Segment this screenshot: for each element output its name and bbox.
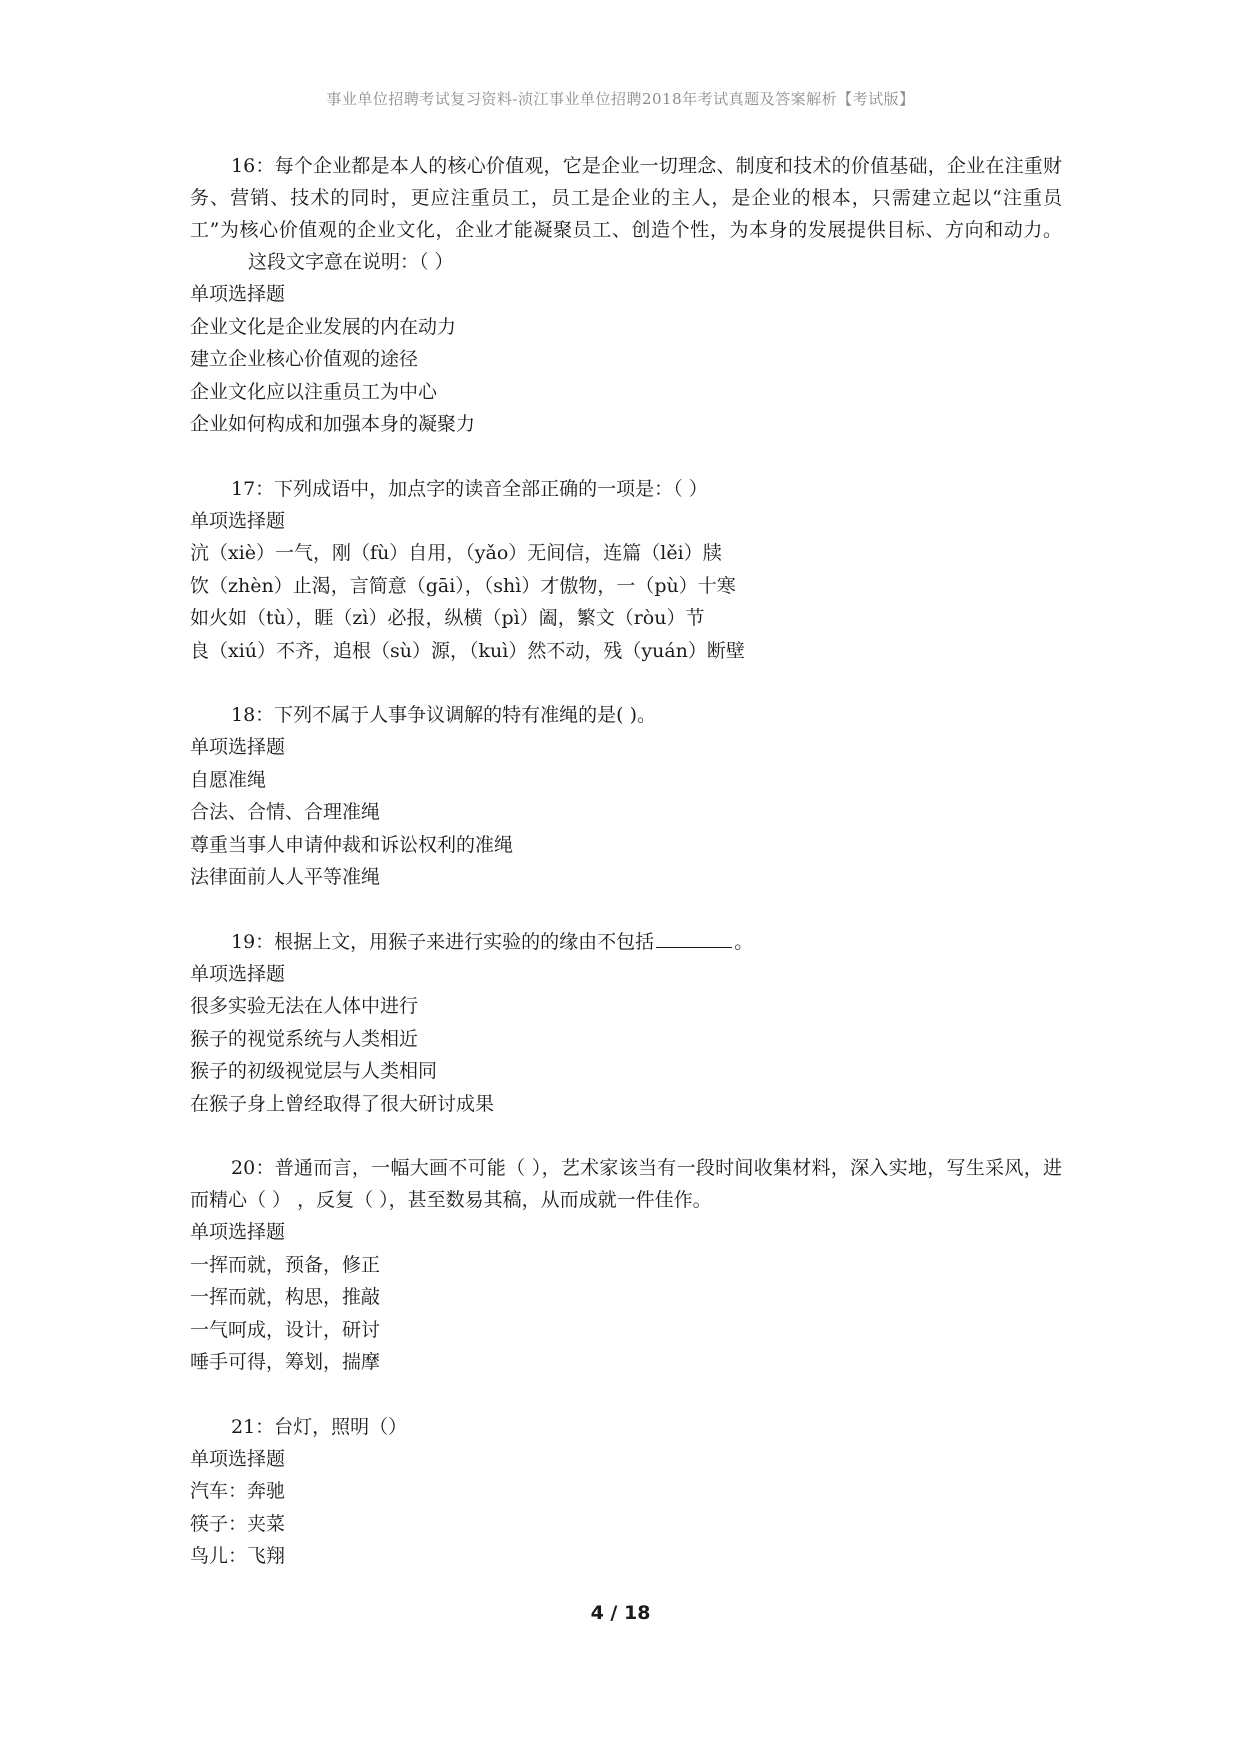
question-stem-text: 19：根据上文，用猴子来进行实验的的缘由不包括 <box>231 930 655 953</box>
question-type: 单项选择题 <box>190 509 286 532</box>
question-stem-end: 。 <box>734 930 754 953</box>
page-header: 事业单位招聘考试复习资料-浈江事业单位招聘2018年考试真题及答案解析【考试版】 <box>326 90 915 108</box>
question-type: 单项选择题 <box>190 1221 286 1243</box>
option-d: 企业如何构成和加强本身的凝聚力 <box>190 413 476 435</box>
option-d: 唾手可得，筹划，揣摩 <box>190 1351 381 1373</box>
document-body <box>190 150 1062 1605</box>
option-d: 良（xiú）不齐，追根（sù）源，（kuì）然不动，残（yuán）断壁 <box>190 639 745 662</box>
option-c: 如火如（tù），睚（zì）必报，纵横（pì）阖，繁文（ròu）节 <box>190 607 705 629</box>
fill-blank <box>656 929 732 948</box>
option-b: 一挥而就，构思，推敲 <box>190 1286 381 1308</box>
question-type: 单项选择题 <box>190 736 286 758</box>
question-stem-text: 16：每个企业都是本人的核心价值观，它是企业一切理念、制度和技术的价值基础，企业在注重财务、营销、技术的同时，更应注重员工，员工是企业的主人，是企业的根本，只需建立起以“注重员工”为核心价值观的企业文化，企业才能凝聚员工、创造个性，为本身的发展提供目标、方向和动力。 <box>190 155 1062 241</box>
question-stem: 17：下列成语中，加点字的读音全部正确的一项是：（ ） <box>231 477 708 500</box>
option-d: 在猴子身上曾经取得了很大研讨成果 <box>190 1092 495 1115</box>
option-c: 鸟儿：飞翔 <box>190 1545 286 1567</box>
question-19 <box>190 926 1062 1121</box>
option-b: 合法、合情、合理准绳 <box>190 801 381 823</box>
option-b: 筷子：夹菜 <box>190 1512 286 1535</box>
option-d: 法律面前人人平等准绳 <box>190 866 381 888</box>
question-stem: 18：下列不属于人事争议调解的特有准绳的是( )。 <box>231 704 657 726</box>
option-a: 自愿准绳 <box>190 768 267 791</box>
option-c: 尊重当事人申请仲裁和诉讼权利的准绳 <box>190 833 514 856</box>
question-20 <box>190 1152 1062 1379</box>
option-a: 企业文化是企业发展的内在动力 <box>190 315 457 338</box>
option-a: 沆（xiè）一气，刚（fù）自用，（yǎo）无间信，连篇（lěi）牍 <box>190 542 722 564</box>
question-type: 单项选择题 <box>190 962 286 985</box>
option-a: 汽车：奔驰 <box>190 1480 286 1502</box>
question-stem: 20：普通而言，一幅大画不可能（ ），艺术家该当有一段时间收集材料，深入实地，写生采风，进而精心（ ） ，反复（ ），甚至数易其稿，从而成就一件佳作。 <box>190 1157 1062 1211</box>
option-a: 一挥而就，预备，修正 <box>190 1253 381 1276</box>
option-b: 猴子的视觉系统与人类相近 <box>190 1027 419 1050</box>
question-stem <box>190 150 1062 278</box>
question-21 <box>190 1411 1062 1573</box>
question-type: 单项选择题 <box>190 283 286 305</box>
question-17 <box>190 473 1062 668</box>
option-c: 企业文化应以注重员工为中心 <box>190 380 438 403</box>
question-stem: 21：台灯，照明（） <box>231 1415 408 1438</box>
question-16 <box>190 150 1062 441</box>
option-c: 猴子的初级视觉层与人类相同 <box>190 1060 438 1082</box>
question-prompt: 这段文字意在说明：（ ） <box>248 251 454 273</box>
page-indicator: 4 / 18 <box>590 1602 651 1624</box>
option-b: 建立企业核心价值观的途径 <box>190 348 419 370</box>
question-type: 单项选择题 <box>190 1447 286 1470</box>
question-18 <box>190 699 1062 894</box>
question-stem <box>190 926 1062 958</box>
option-c: 一气呵成，设计，研讨 <box>190 1318 381 1341</box>
option-a: 很多实验无法在人体中进行 <box>190 995 419 1017</box>
option-b: 饮（zhèn）止渴，言简意（gāi），（shì）才傲物，一（pù）十寒 <box>190 574 736 597</box>
